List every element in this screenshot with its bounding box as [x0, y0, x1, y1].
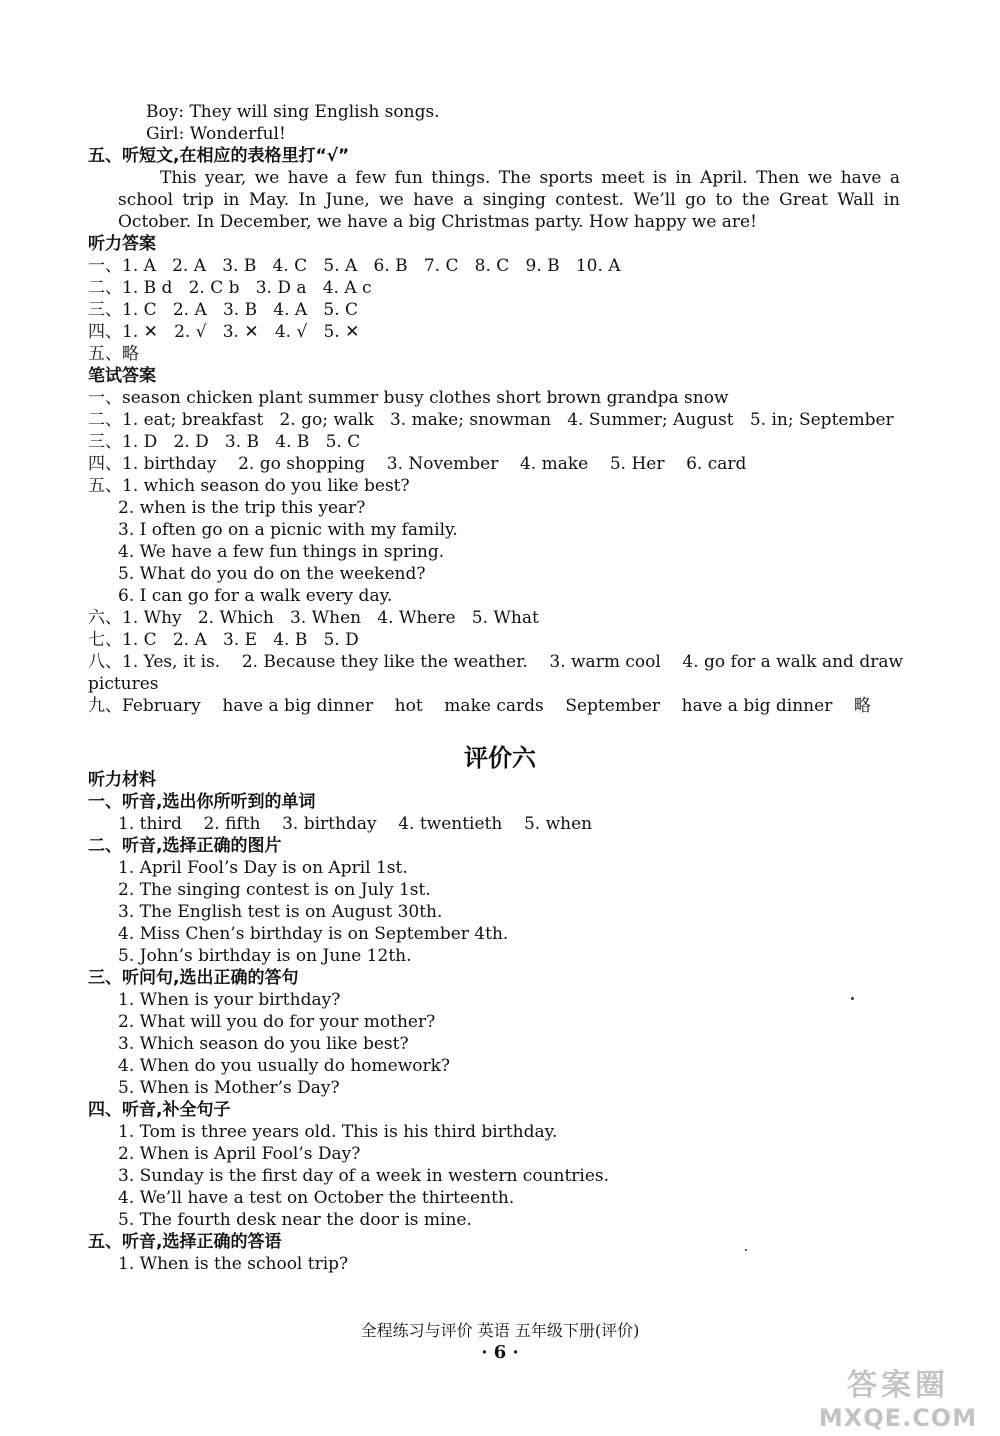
answer-line: 二、1. eat; breakfast 2. go; walk 3. make; snowman 4. Summer; August 5. in; September	[88, 410, 894, 430]
watermark-url: MXQE.COM	[818, 1404, 978, 1432]
material-line: 3. Sunday is the first day of a week in western countries.	[118, 1166, 610, 1186]
answer-line: 四、1. birthday 2. go shopping 3. November 4. make 5. Her 6. card	[88, 454, 747, 474]
section-heading: 二、听音,选择正确的图片	[88, 836, 282, 856]
section-heading: 四、听音,补全句子	[88, 1100, 231, 1120]
listening-passage: This year, we have a few fun things. The sports meet is in April. Then we have a school trip in May. In June, we have a singing contest. We’ll go to the Great Wall in October. In December, we have a big Christmas party. How happy we are!	[118, 168, 900, 232]
answer-line: 5. What do you do on the weekend?	[118, 564, 426, 584]
material-line: 1. April Fool’s Day is on April 1st.	[118, 858, 408, 878]
scan-speck	[745, 1249, 747, 1251]
section-heading: 五、听短文,在相应的表格里打“√”	[88, 146, 350, 166]
material-line: 3. The English test is on August 30th.	[118, 902, 443, 922]
page-number: · 6 ·	[481, 1342, 519, 1363]
material-line: 1. When is your birthday?	[118, 990, 341, 1010]
material-line: 4. We’ll have a test on October the thirteenth.	[118, 1188, 515, 1208]
section-heading-written-answers: 笔试答案	[88, 366, 156, 386]
answer-line: 一、1. A 2. A 3. B 4. C 5. A 6. B 7. C 8. C 9. B 10. A	[88, 256, 621, 276]
material-line: 4. Miss Chen’s birthday is on September 4th.	[118, 924, 509, 944]
answer-line: 一、season chicken plant summer busy clothes short brown grandpa snow	[88, 388, 729, 408]
answer-line: 2. when is the trip this year?	[118, 498, 366, 518]
section-heading: 三、听问句,选出正确的答句	[88, 968, 299, 988]
watermark-logo	[808, 1360, 988, 1430]
material-line: 3. Which season do you like best?	[118, 1034, 409, 1054]
material-line: 5. The fourth desk near the door is mine.	[118, 1210, 472, 1230]
material-line: 5. When is Mother’s Day?	[118, 1078, 340, 1098]
dialogue-line-girl: Girl: Wonderful!	[146, 124, 286, 144]
material-line: 1. Tom is three years old. This is his third birthday.	[118, 1122, 558, 1142]
material-line: 2. When is April Fool’s Day?	[118, 1144, 361, 1164]
section-heading-listening-material: 听力材料	[88, 770, 156, 790]
watermark-text: 答案圈	[847, 1368, 949, 1403]
answer-line: 二、1. B d 2. C b 3. D a 4. A c	[88, 278, 372, 298]
page-title: 评价六	[464, 744, 536, 772]
answer-line: 6. I can go for a walk every day.	[118, 586, 393, 606]
answer-line: 九、February have a big dinner hot make cards September have a big dinner 略	[88, 696, 871, 716]
section-heading-listening-answers: 听力答案	[88, 234, 156, 254]
answer-line: 三、1. C 2. A 3. B 4. A 5. C	[88, 300, 359, 320]
material-line: 1. When is the school trip?	[118, 1254, 349, 1274]
answer-line: 三、1. D 2. D 3. B 4. B 5. C	[88, 432, 361, 452]
answer-line: pictures	[88, 674, 159, 694]
answer-line: 七、1. C 2. A 3. E 4. B 5. D	[88, 630, 359, 650]
answer-line: 六、1. Why 2. Which 3. When 4. Where 5. What	[88, 608, 539, 628]
answer-line: 四、1. ✕ 2. √ 3. ✕ 4. √ 5. ✕	[88, 322, 360, 342]
answer-line: 八、1. Yes, it is. 2. Because they like the weather. 3. warm cool 4. go for a walk and draw	[88, 652, 904, 672]
material-line: 1. third 2. fifth 3. birthday 4. twentieth 5. when	[118, 814, 593, 834]
page-footer: 全程练习与评价 英语 五年级下册(评价)	[360, 1321, 640, 1340]
material-line: 2. What will you do for your mother?	[118, 1012, 436, 1032]
material-line: 5. John’s birthday is on June 12th.	[118, 946, 412, 966]
material-line: 2. The singing contest is on July 1st.	[118, 880, 431, 900]
material-line: 4. When do you usually do homework?	[118, 1056, 451, 1076]
section-heading: 五、听音,选择正确的答语	[88, 1232, 282, 1252]
answer-line: 3. I often go on a picnic with my family.	[118, 520, 458, 540]
section-heading: 一、听音,选出你所听到的单词	[88, 792, 316, 812]
answer-line: 五、1. which season do you like best?	[88, 476, 410, 496]
dialogue-line-boy: Boy: They will sing English songs.	[146, 102, 440, 122]
answer-line: 五、略	[88, 344, 139, 364]
answer-line: 4. We have a few fun things in spring.	[118, 542, 445, 562]
scan-speck	[851, 997, 854, 1000]
